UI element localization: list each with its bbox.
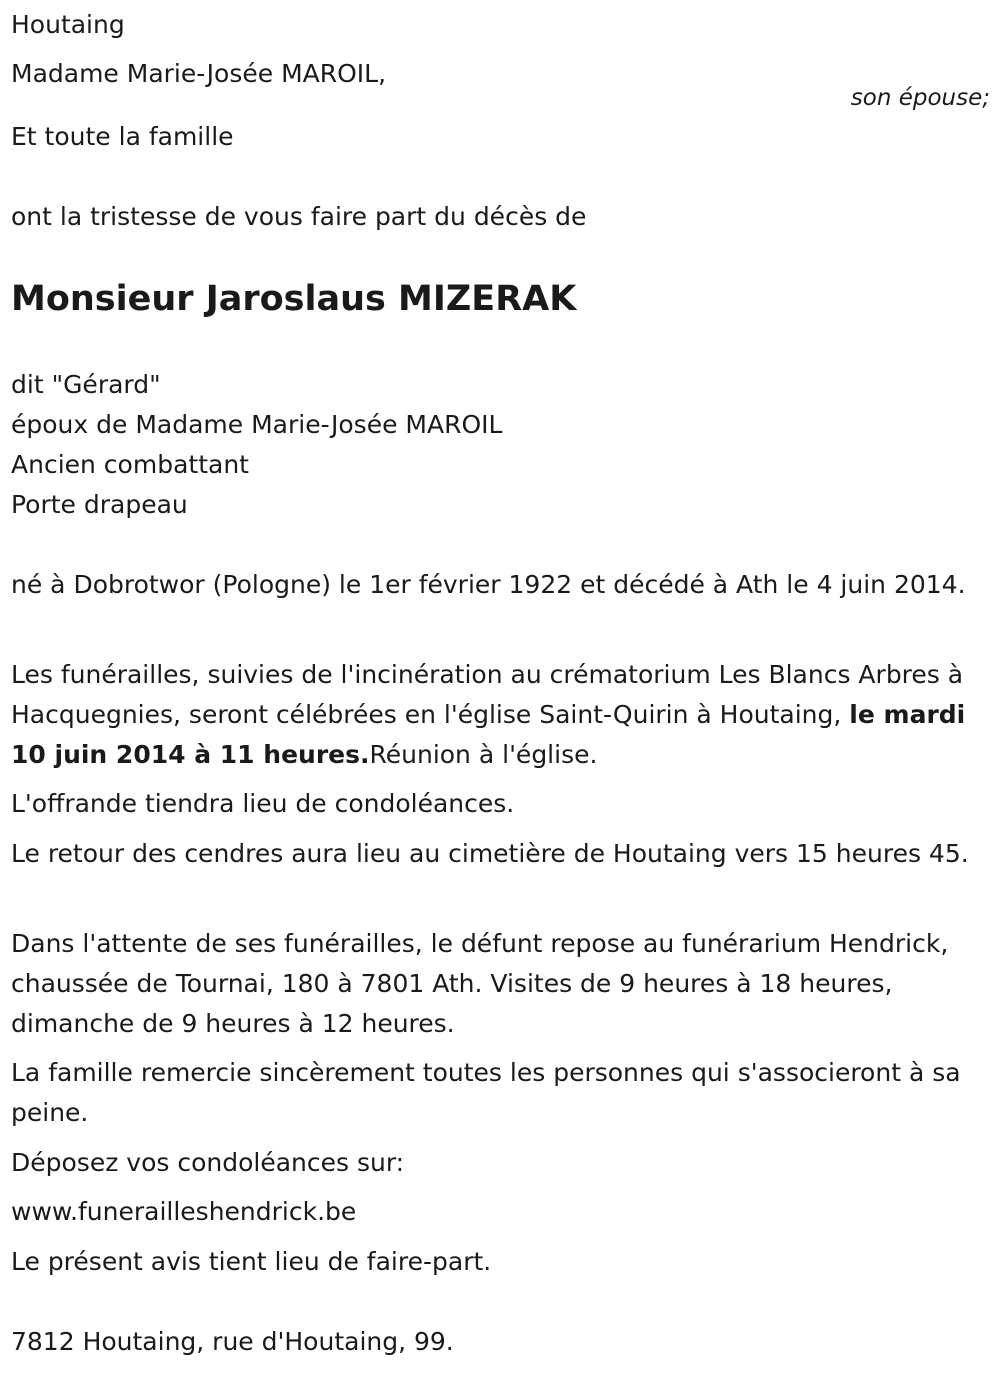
spouse-role: son épouse;	[850, 85, 990, 111]
funeral-meeting: Réunion à l'église.	[369, 740, 598, 769]
birth-death-paragraph: né à Dobrotwor (Pologne) le 1er février 1922 et décédé à Ath le 4 juin 2014.	[11, 570, 966, 599]
condolences-label: Déposez vos condoléances sur:	[11, 1148, 405, 1177]
spouse-name: Madame Marie-Josée MAROIL,	[11, 59, 387, 88]
nickname: dit "Gérard"	[11, 370, 161, 399]
flag-bearer-detail: Porte drapeau	[11, 490, 188, 519]
spouse-detail: époux de Madame Marie-Josée MAROIL	[11, 410, 503, 439]
ashes-paragraph: Le retour des cendres aura lieu au cimetière de Houtaing vers 15 heures 45.	[11, 839, 969, 868]
address-text: 7812 Houtaing, rue d'Houtaing, 99.	[11, 1327, 454, 1356]
location-heading: Houtaing	[11, 10, 125, 39]
veteran-detail: Ancien combattant	[11, 450, 249, 479]
family-line: Et toute la famille	[11, 122, 234, 151]
funeral-text: Les funérailles, suivies de l'incinération au crématorium Les Blancs Arbres à Hacquegnies, seront célébrées en l'église Saint-Quirin à Houtaing,	[11, 660, 964, 729]
deceased-name: Monsieur Jaroslaus MIZERAK	[11, 279, 577, 319]
announcement-text: ont la tristesse de vous faire part du décès de	[11, 202, 587, 231]
thanks-paragraph: La famille remercie sincèrement toutes les personnes qui s'associeront à sa peine.	[11, 1058, 961, 1127]
funeral-paragraph	[11, 655, 989, 775]
notice-text: Le présent avis tient lieu de faire-part.	[11, 1247, 492, 1276]
funerarium-paragraph: Dans l'attente de ses funérailles, le défunt repose au funérarium Hendrick, chaussée de Tournai, 180 à 7801 Ath. Visites de 9 heures à 18 heures, dimanche de 9 heures à 12 heures.	[11, 929, 949, 1038]
funeral-date-time: le mardi 10 juin 2014 à 11 heures.	[11, 700, 966, 769]
website-link[interactable]: www.funerailleshendrick.be	[11, 1197, 357, 1226]
offering-paragraph: L'offrande tiendra lieu de condoléances.	[11, 789, 515, 818]
